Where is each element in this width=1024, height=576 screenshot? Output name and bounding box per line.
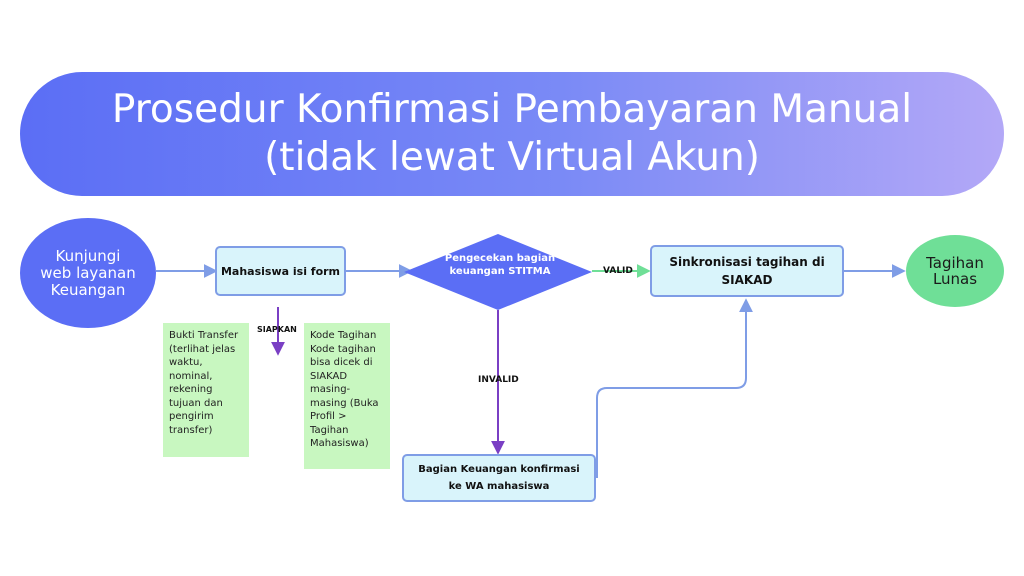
start-node-label: Kunjungi web layanan Keuangan: [40, 246, 136, 299]
title-line-2: (tidak lewat Virtual Akun): [264, 135, 760, 180]
end-node: [906, 235, 1004, 307]
note-bill-code-text: Kode Tagihan Kode tagihan bisa dicek di SIAKAD masing-masing (Buka Profil > Tagihan Mahasiswa): [310, 330, 379, 449]
arrow-confirm-to-sync: [597, 301, 746, 478]
title-line-1: Prosedur Konfirmasi Pembayaran Manual: [111, 87, 913, 132]
note-transfer-proof: [163, 323, 249, 457]
label-prepare: SIAPKAN: [257, 325, 297, 334]
form-node: [215, 246, 346, 296]
label-invalid: INVALID: [478, 375, 519, 385]
note-transfer-proof-text: Bukti Transfer (terlihat jelas waktu, nominal, rekening tujuan dan pengirim transfer): [169, 330, 239, 436]
sync-node-label: Sinkronisasi tagihan di SIAKAD: [669, 255, 825, 287]
confirm-node: [402, 454, 596, 502]
check-node-label: Pengecekan bagian keuangan STITMA: [444, 253, 556, 277]
sync-node: [650, 245, 844, 297]
confirm-node-label: Bagian Keuangan konfirmasi ke WA mahasiswa: [418, 464, 580, 492]
label-valid: VALID: [603, 266, 633, 276]
start-node: [20, 218, 156, 328]
end-node-label: Tagihan Lunas: [926, 254, 984, 288]
note-bill-code: [304, 323, 390, 469]
form-node-label: Mahasiswa isi form: [220, 264, 341, 278]
